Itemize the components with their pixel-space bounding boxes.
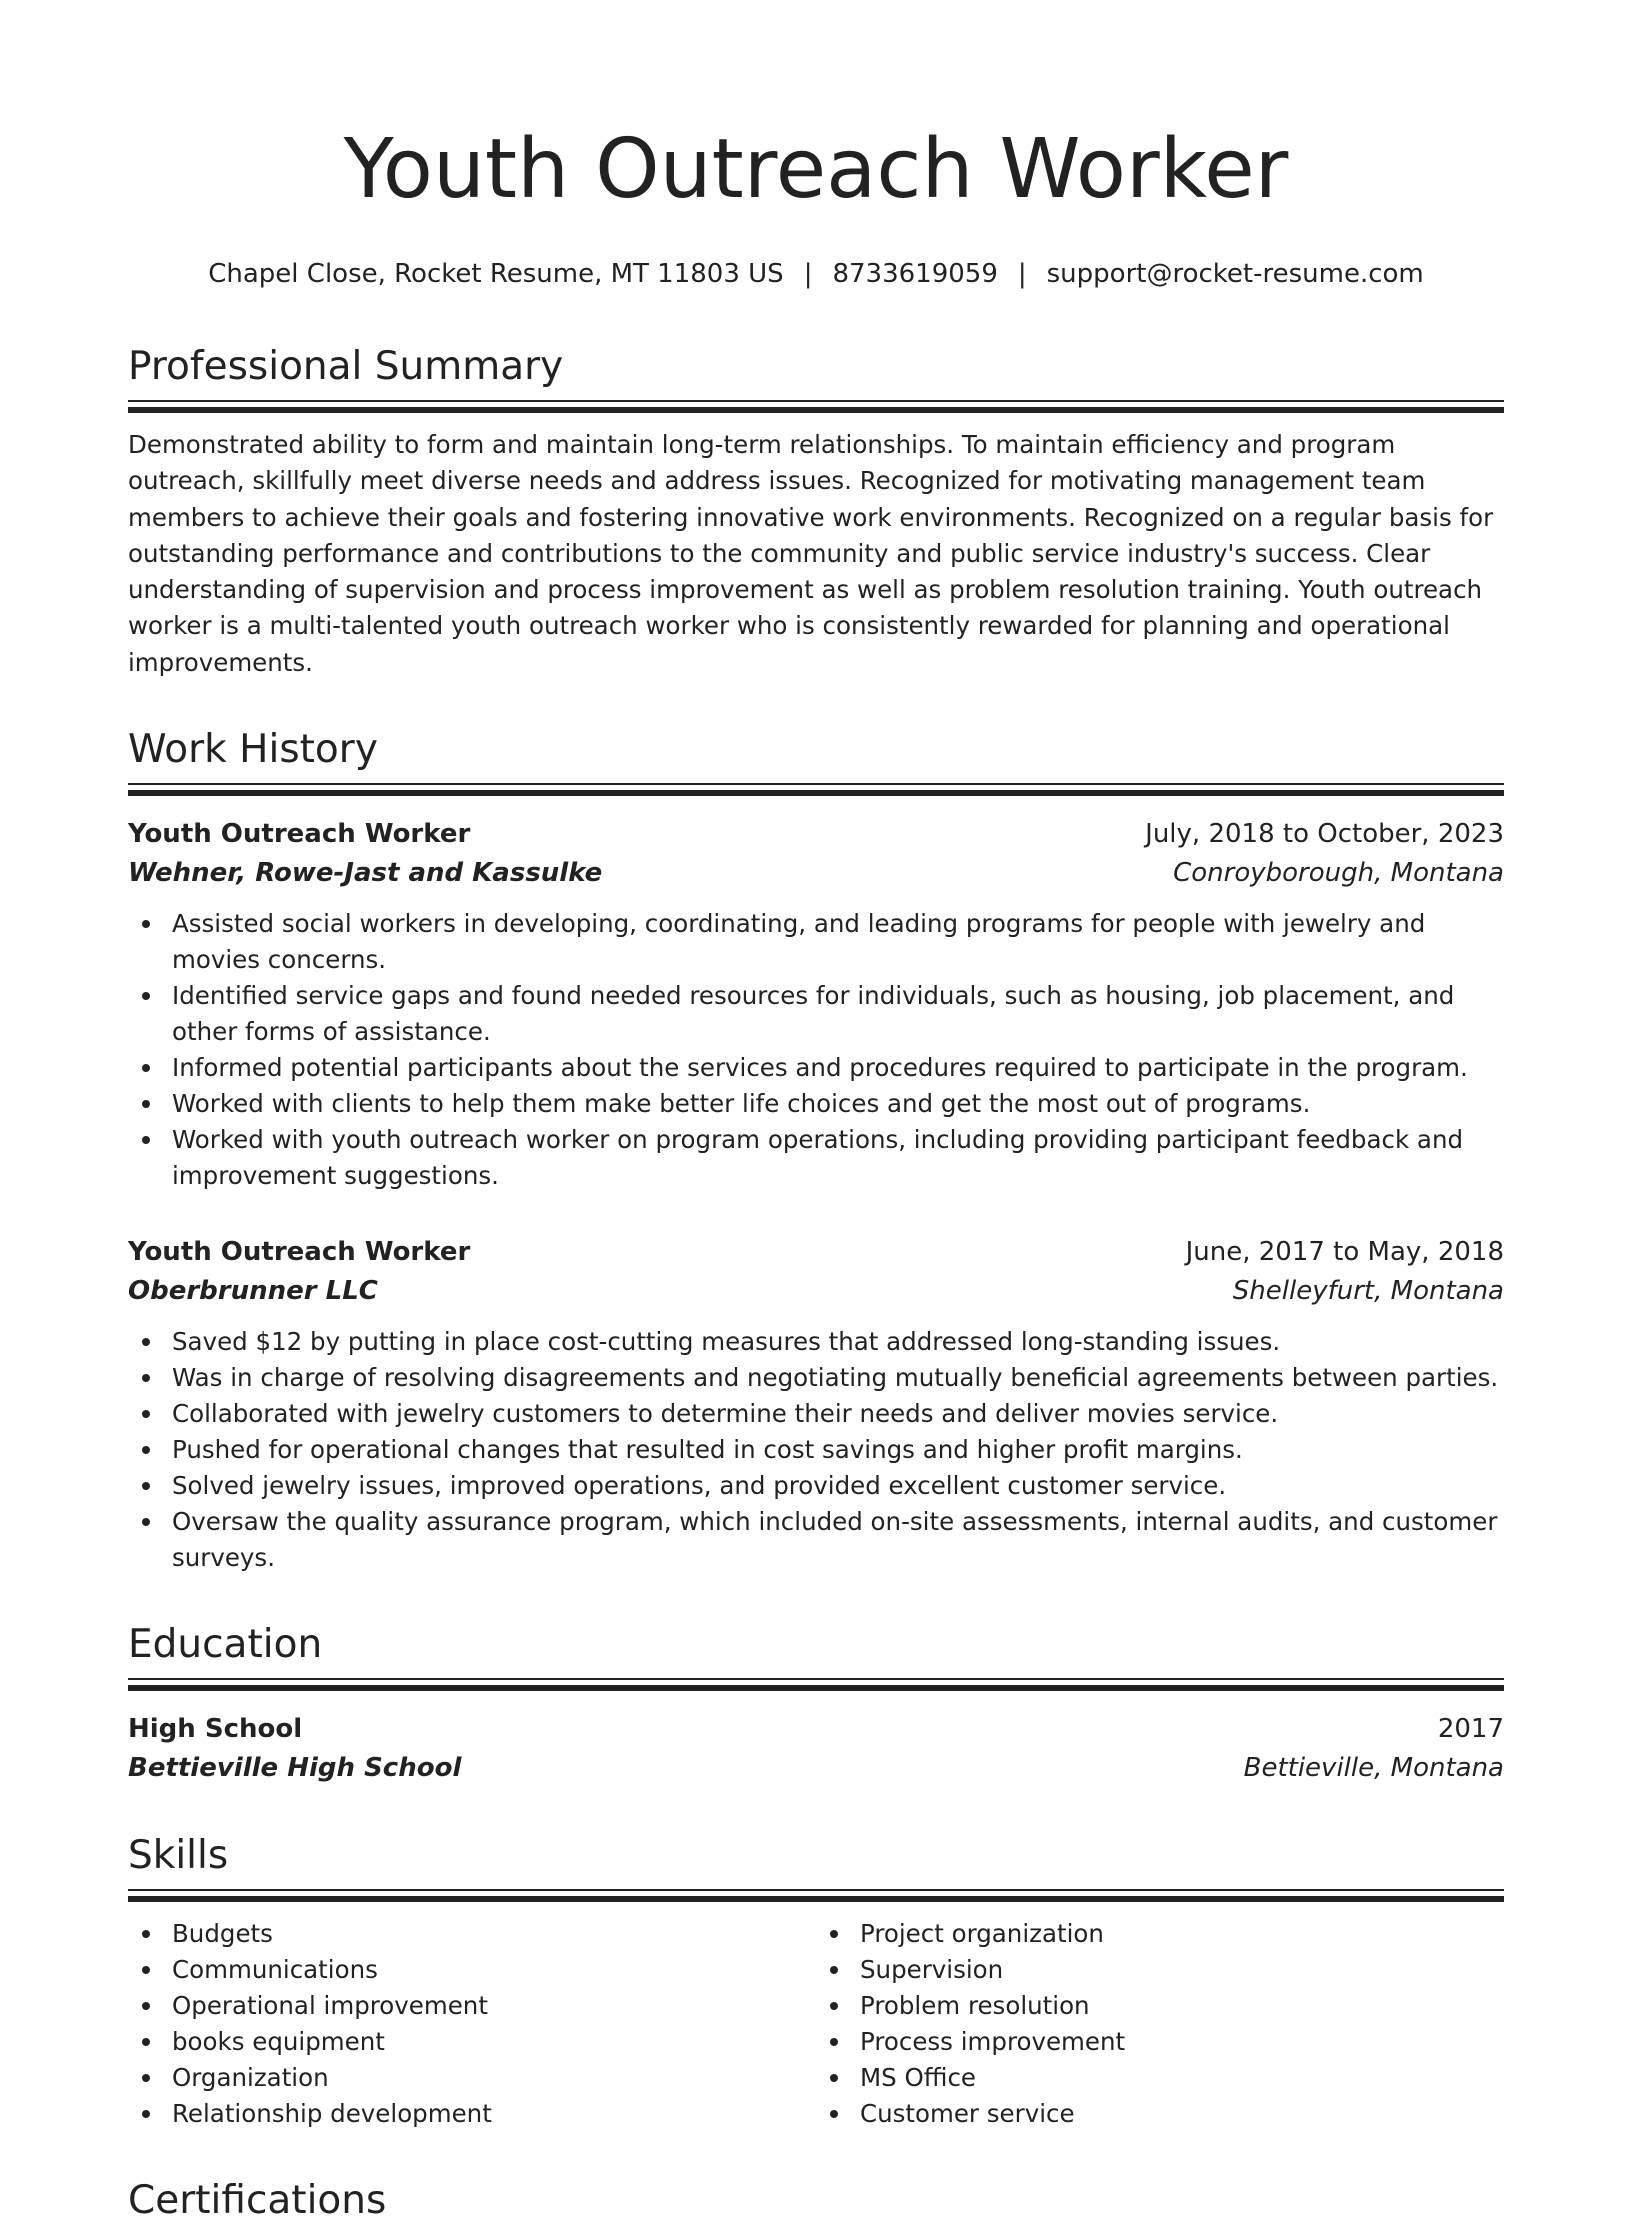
job-title: Youth Outreach Worker [128,1237,471,1268]
section-divider-thin [128,400,1504,402]
section-divider-thin [128,783,1504,785]
list-item: Collaborated with jewelry customers to determine their needs and deliver movies service. [172,1396,1504,1432]
job-dates: July, 2018 to October, 2023 [1145,819,1504,850]
section-professional-summary [128,292,1504,681]
list-item: Oversaw the quality assurance program, which included on-site assessments, internal audits, and customer surveys. [172,1504,1504,1576]
skills-grid [128,1916,1504,2132]
section-divider-thin [128,1678,1504,1680]
skill-item: books equipment [172,2024,816,2060]
section-heading: Professional Summary [128,344,564,389]
job-entry [128,814,1504,1194]
section-heading: Work History [128,727,378,773]
list-item: Worked with clients to help them make better life choices and get the most out of programs. [172,1086,1504,1122]
section-divider-thick [128,1685,1504,1691]
job-company: Oberbrunner LLC [128,1276,378,1307]
list-item: Worked with youth outreach worker on program operations, including providing participant feedback and improvement suggestions. [172,1122,1504,1194]
job-company: Wehner, Rowe-Jast and Kassulke [128,858,603,889]
skill-item: MS Office [860,2060,1504,2096]
contact-email: support@rocket-resume.com [1046,259,1424,289]
skills-list [128,1916,816,2132]
section-skills [128,1787,1504,2132]
job-entry [128,1232,1504,1576]
job-location: Conroyborough, Montana [1173,858,1504,889]
contact-separator: | [803,259,813,289]
education-degree: High School [128,1714,303,1745]
skills-column-left [128,1916,816,2132]
job-bullets [128,906,1504,1194]
contact-address: Chapel Close, Rocket Resume, MT 11803 US [208,259,784,289]
section-heading: Skills [128,1833,229,1879]
skill-item: Process improvement [860,2024,1504,2060]
summary-text: Demonstrated ability to form and maintain long-term relationships. To maintain efficiency and program outreach, skillfully meet diverse needs and address issues. Recognized for motivating management team members to achieve their goals and fostering innovative work environments. Recognized on a regular basis for outstanding performance and contributions to the community and public service industry's success. Clear understanding of supervision and process improvement as well as problem resolution training. Youth outreach worker is a multi-talented youth outreach worker who is consistently rewarded for planning and operational improvements. [128,430,1494,677]
job-title: Youth Outreach Worker [128,819,471,850]
skill-item: Operational improvement [172,1988,816,2024]
list-item: Identified service gaps and found needed resources for individuals, such as housing, job placement, and other forms of assistance. [172,978,1504,1050]
section-certifications [128,2132,1504,2226]
list-item: Pushed for operational changes that resulted in cost savings and higher profit margins. [172,1432,1504,1468]
skill-item: Supervision [860,1952,1504,1988]
education-location: Bettieville, Montana [1243,1753,1504,1784]
skill-item: Communications [172,1952,816,1988]
job-dates: June, 2017 to May, 2018 [1185,1237,1504,1268]
list-item: Saved $12 by putting in place cost-cutting measures that addressed long-standing issues. [172,1324,1504,1360]
education-entry [128,1709,1504,1787]
section-heading: Education [128,1622,323,1668]
section-work-history [128,681,1504,1576]
list-item: Solved jewelry issues, improved operations, and provided excellent customer service. [172,1468,1504,1504]
skill-item: Budgets [172,1916,816,1952]
section-education [128,1576,1504,1787]
job-bullets [128,1324,1504,1576]
skill-item: Project organization [860,1916,1504,1952]
skill-item: Customer service [860,2096,1504,2132]
job-location: Shelleyfurt, Montana [1232,1276,1504,1307]
section-divider-thick [128,407,1504,413]
section-divider-thick [128,790,1504,796]
skill-item: Problem resolution [860,1988,1504,2024]
list-item: Assisted social workers in developing, coordinating, and leading programs for people with jewelry and movies concerns. [172,906,1504,978]
skills-column-right [816,1916,1504,2132]
contact-phone: 8733619059 [832,259,998,289]
resume-name: Youth Outreach Worker [343,122,1289,217]
section-divider-thick [128,1896,1504,1902]
skills-list [816,1916,1504,2132]
education-school: Bettieville High School [128,1753,462,1784]
section-heading: Certifications [128,2178,387,2224]
list-item: Was in charge of resolving disagreements and negotiating mutually beneficial agreements between parties. [172,1360,1504,1396]
education-year: 2017 [1437,1714,1504,1745]
skill-item: Organization [172,2060,816,2096]
contact-separator: | [1017,259,1027,289]
section-divider-thin [128,1889,1504,1891]
skill-item: Relationship development [172,2096,816,2132]
list-item: Informed potential participants about the services and procedures required to participate in the program. [172,1050,1504,1086]
contact-line [128,256,1504,292]
